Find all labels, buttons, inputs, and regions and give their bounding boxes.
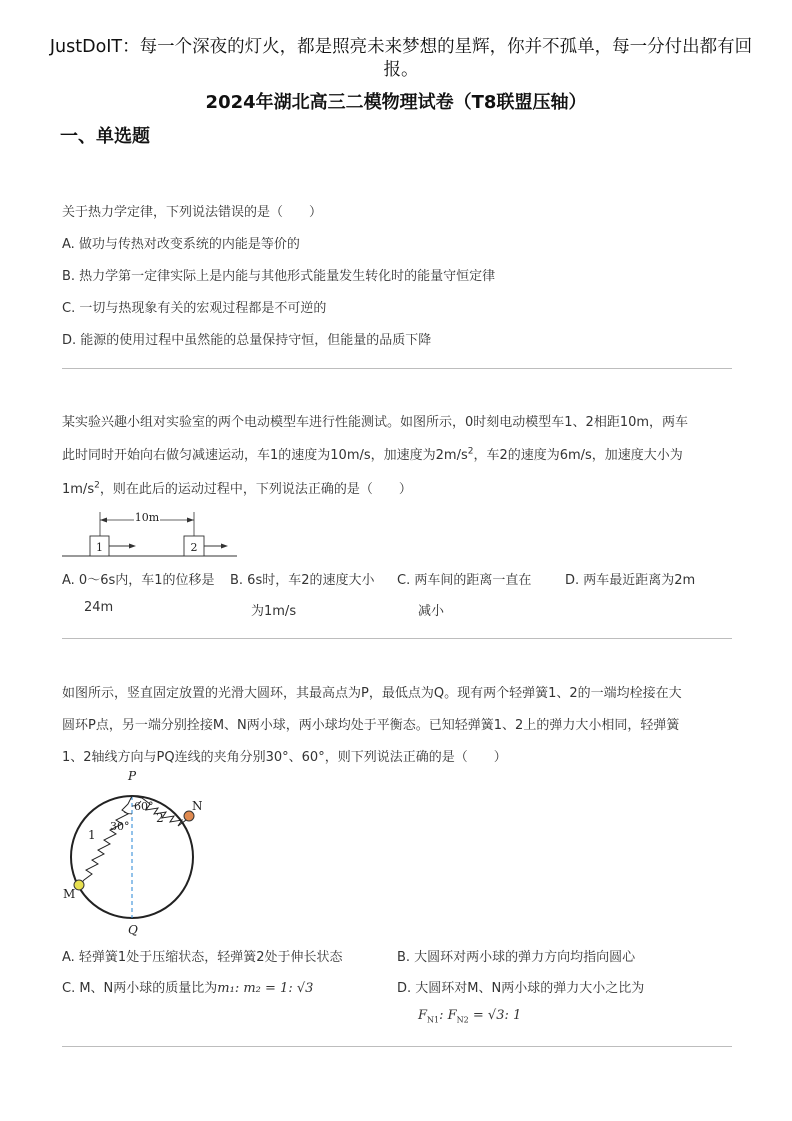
- cars-figure: [62, 506, 242, 562]
- divider: [62, 638, 732, 639]
- distance-arrowhead-left: [100, 518, 107, 523]
- label-angle-60: 60°: [134, 800, 154, 813]
- q2-line2-part2: ，车2的速度为6m/s，加速度大小为: [473, 448, 683, 463]
- q2-line2-part1: 此时同时开始向右做匀减速运动，车1的速度为10m/s，加速度为2m/s: [62, 448, 468, 463]
- formula-sub-n1: N1: [427, 1015, 440, 1025]
- q3-option-d: D. 大圆环对M、N两小球的弹力大小之比为: [397, 981, 645, 996]
- q2-option-b: B. 6s时，车2的速度大小: [230, 573, 375, 588]
- q1-option-c: C. 一切与热现象有关的宏观过程都是不可逆的: [62, 301, 327, 316]
- q2-stem-line1: 某实验兴趣小组对实验室的两个电动模型车进行性能测试。如图所示，0时刻电动模型车1、2相距10m，两车: [62, 415, 689, 430]
- divider: [62, 368, 732, 369]
- q3-option-c: [62, 977, 313, 996]
- q3-option-d-formula: [418, 1008, 521, 1025]
- q2-line3-part2: ，则在此后的运动过程中，下列说法正确的是（ ）: [99, 482, 412, 497]
- q1-stem: 关于热力学定律，下列说法错误的是（ ）: [62, 205, 323, 220]
- q2-line3-part1: 1m/s: [62, 482, 95, 497]
- exam-title: 2024年湖北高三二模物理试卷（T8联盟压轴）: [205, 92, 587, 113]
- q3-option-a: A. 轻弹簧1处于压缩状态，轻弹簧2处于伸长状态: [62, 950, 343, 965]
- car-1-label: 1: [96, 541, 103, 554]
- car-2-arrowhead: [221, 544, 228, 549]
- car-2-label: 2: [190, 541, 198, 554]
- formula-mid: : F: [439, 1008, 457, 1023]
- car-1-arrowhead: [129, 544, 136, 549]
- q1-option-a: A. 做功与传热对改变系统的内能是等价的: [62, 237, 300, 252]
- q3-stem-line1: 如图所示，竖直固定放置的光滑大圆环，其最高点为P，最低点为Q。现有两个轻弹簧1、2的一端均栓接在大: [62, 686, 682, 701]
- q1-option-b: B. 热力学第一定律实际上是内能与其他形式能量发生转化时的能量守恒定律: [62, 269, 496, 284]
- distance-arrowhead-right: [187, 518, 194, 523]
- q2-superscript: 2: [94, 480, 100, 491]
- q3-option-b: B. 大圆环对两小球的弹力方向均指向圆心: [397, 950, 636, 965]
- label-p: P: [128, 769, 137, 783]
- angle-arc-30: [124, 812, 132, 814]
- label-spring-1: 1: [88, 828, 96, 842]
- q3-stem-line2: 圆环P点，另一端分别拴接M、N两小球，两小球均处于平衡态。已知轻弹簧1、2上的弹力大小相同，轻弹簧: [62, 718, 680, 733]
- section-heading: 一、单选题: [60, 126, 150, 147]
- q3-stem-line3: 1、2轴线方向与PQ连线的夹角分别30°、60°，则下列说法正确的是（ ）: [62, 750, 507, 765]
- distance-label: 10m: [134, 511, 160, 524]
- q2-stem-line3: [62, 478, 412, 497]
- label-q: Q: [128, 923, 138, 937]
- motto-text: JustDoIT：每一个深夜的灯火，都是照亮未来梦想的星辉，你并不孤单，每一分付出都有回报。: [49, 37, 753, 80]
- q1-option-d: D. 能源的使用过程中虽然能的总量保持守恒，但能量的品质下降: [62, 333, 432, 348]
- formula-sub-n2: N2: [456, 1015, 469, 1025]
- label-m: M: [63, 887, 76, 901]
- q2-option-c: C. 两车间的距离一直在: [397, 573, 532, 588]
- label-n: N: [192, 799, 203, 813]
- q3-option-c-text: C. M、N两小球的质量比为: [62, 981, 218, 996]
- q3-option-c-formula: m₁: m₂ = 1: √3: [217, 981, 314, 996]
- q2-option-d: D. 两车最近距离为2m: [565, 573, 696, 588]
- q2-option-b-cont: 为1m/s: [251, 604, 297, 619]
- ball-m: [74, 880, 84, 890]
- q2-superscript: 2: [467, 446, 474, 457]
- formula-tail: = √3: 1: [468, 1008, 522, 1023]
- ring-figure: [58, 764, 208, 944]
- q2-option-a-cont: 24m: [84, 600, 114, 615]
- q2-stem-line2: [62, 444, 683, 463]
- big-ring: [71, 796, 193, 918]
- q2-option-c-cont: 减小: [418, 604, 445, 619]
- label-spring-2: 2: [156, 811, 164, 825]
- label-angle-30: 30°: [110, 820, 130, 833]
- q2-option-a: A. 0～6s内，车1的位移是: [62, 573, 215, 588]
- divider: [62, 1046, 732, 1047]
- formula-f: F: [418, 1008, 428, 1023]
